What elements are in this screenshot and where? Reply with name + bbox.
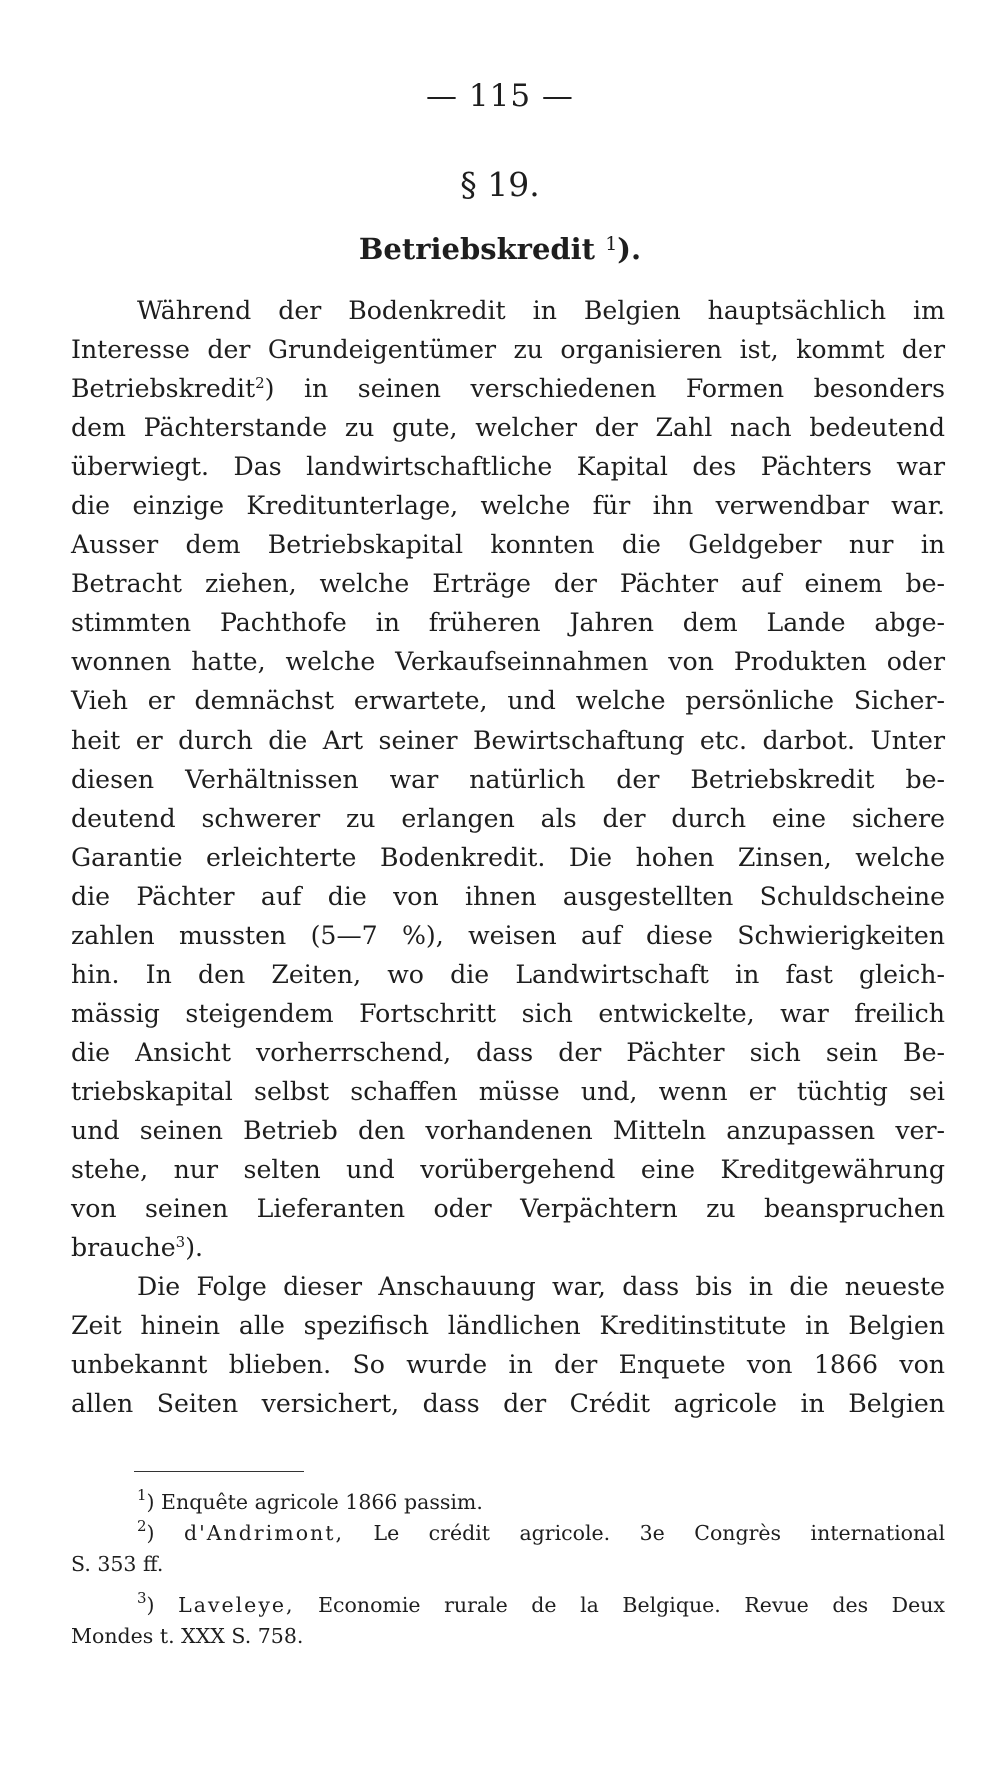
text-line: Vieh er demnächst erwartete, und welche persönliche Sicher-: [71, 686, 945, 716]
heading-title: Betriebskredit: [358, 232, 596, 266]
text-line: Während der Bodenkredit in Belgien hauptsächlich im: [137, 296, 945, 325]
footnote-ref-2[interactable]: 2: [255, 374, 265, 393]
text-line: Ausser dem Betriebskapital konnten die Geldgeber nur in: [71, 530, 945, 560]
page-number: — 115 —: [426, 78, 574, 114]
footnote-mark: 3: [137, 1589, 147, 1607]
footnote-author: d'Andrimont,: [184, 1521, 344, 1545]
text-line: überwiegt. Das landwirtschaftliche Kapital des Pächters war: [71, 452, 945, 482]
footnote-3-continued: Mondes t. XXX S. 758.: [71, 1624, 304, 1648]
text-line: heit er durch die Art seiner Bewirtschaftung etc. darbot. Unter: [71, 725, 945, 755]
text-line: und seinen Betrieb den vorhandenen Mitteln anzupassen ver-: [71, 1115, 945, 1145]
text-line: unbekannt blieben. So wurde in der Enquete von 1866 von: [71, 1350, 945, 1380]
text-line: Zeit hinein alle spezifisch ländlichen Kreditinstitute in Belgien: [71, 1311, 945, 1341]
footnote-mark: 1: [137, 1486, 147, 1504]
text-line: Die Folge dieser Anschauung war, dass bis in die neueste: [137, 1272, 945, 1302]
footnote-author: Laveleye,: [178, 1593, 295, 1617]
text-line: Interesse der Grundeigentümer zu organisieren ist, kommt der: [71, 335, 945, 365]
footnote-2: $^2$) d'Andrimont, Le crédit agricole. 3e Congrès international: [137, 1517, 946, 1545]
text-line: deutend schwerer zu erlangen als der durch eine sichere: [71, 803, 945, 833]
text-line: [71, 369, 945, 408]
text-fragment: Betriebskredit: [71, 374, 256, 404]
text-fragment: brauche: [71, 1233, 176, 1263]
text-line: stehe, nur selten und vorübergehend eine Kreditgewährung: [71, 1155, 945, 1185]
footnote-3: $^3$) Laveleye, Economie rurale de la Belgique. Revue des Deux: [137, 1589, 945, 1617]
footnote-text: Le crédit agricole. 3e Congrès international: [373, 1521, 946, 1545]
text-line: [71, 1228, 945, 1267]
footnote-2-continued: S. 353 ff.: [71, 1552, 164, 1576]
paragraph-2: [71, 1267, 945, 1423]
footnote-ref-1[interactable]: 1: [605, 233, 618, 255]
text-fragment: ).: [185, 1233, 204, 1263]
text-line: zahlen mussten (5—7 %), weisen auf diese Schwierigkeiten: [71, 920, 945, 950]
footnote-ref-3[interactable]: 3: [175, 1233, 186, 1252]
footnote-divider: [134, 1471, 304, 1472]
text-line: mässig steigendem Fortschritt sich entwickelte, war freilich: [71, 998, 945, 1028]
text-line: stimmten Pachthofe in früheren Jahren dem Lande abge-: [71, 608, 945, 638]
text-fragment: ) in seinen verschiedenen Formen besonders: [264, 374, 945, 404]
heading-trailing: ).: [617, 232, 642, 266]
section-heading: [0, 232, 1000, 266]
section-number: § 19.: [460, 165, 540, 204]
text-line: allen Seiten versichert, dass der Crédit agricole in Belgien: [71, 1389, 945, 1419]
text-line: wonnen hatte, welche Verkaufseinnahmen von Produkten oder: [71, 647, 945, 677]
text-line: Betracht ziehen, welche Erträge der Pächter auf einem be-: [71, 569, 945, 599]
text-line: von seinen Lieferanten oder Verpächtern zu beanspruchen: [71, 1194, 945, 1224]
text-line: triebskapital selbst schaffen müsse und, wenn er tüchtig sei: [71, 1076, 945, 1106]
text-line: dem Pächterstande zu gute, welcher der Zahl nach bedeutend: [71, 413, 945, 443]
text-line: die einzige Kreditunterlage, welche für ihn verwendbar war.: [71, 491, 945, 521]
text-line: hin. In den Zeiten, wo die Landwirtschaft in fast gleich-: [71, 959, 945, 989]
footnote-text: Economie rurale de la Belgique. Revue des Deux: [318, 1593, 945, 1617]
footnote-text: ) Enquête agricole 1866 passim.: [146, 1490, 483, 1514]
text-line: Garantie erleichterte Bodenkredit. Die hohen Zinsen, welche: [71, 842, 945, 872]
footnote-mark: 2: [137, 1517, 147, 1535]
text-line: diesen Verhältnissen war natürlich der Betriebskredit be-: [71, 764, 945, 794]
body-text: [71, 291, 945, 1423]
paragraph-1: [71, 291, 945, 1267]
text-line: die Ansicht vorherrschend, dass der Pächter sich sein Be-: [71, 1037, 945, 1067]
footnotes: [71, 1487, 945, 1652]
text-line: die Pächter auf die von ihnen ausgestellten Schuldscheine: [71, 881, 945, 911]
footnote-1: [71, 1487, 945, 1518]
